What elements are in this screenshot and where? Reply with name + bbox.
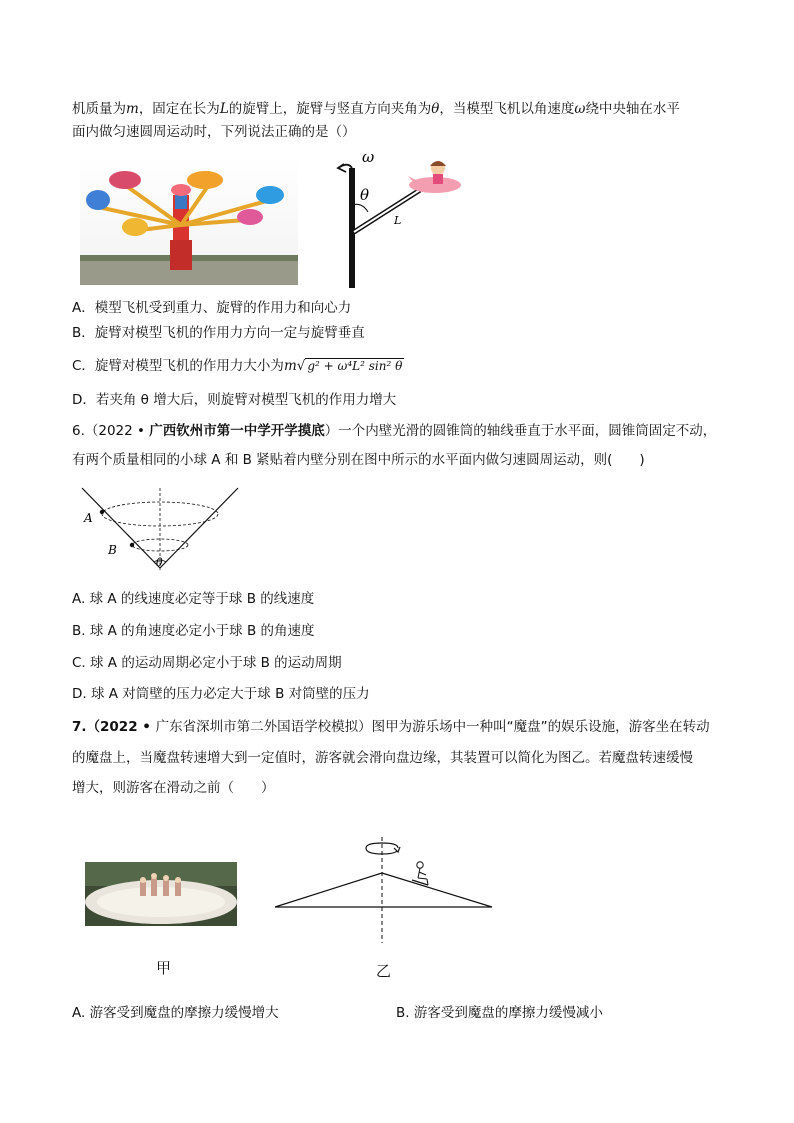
- q7-stem-line2: 的魔盘上，当魔盘转速增大到一定值时，游客就会滑向盘边缘，其装置可以简化为图乙。若魔盘转速缓慢: [72, 750, 693, 766]
- sqrt-symbol: √: [296, 358, 306, 374]
- q6-option-b: B. 球 A 的角速度必定小于球 B 的角速度: [72, 623, 315, 639]
- cone-diagram: [78, 484, 248, 576]
- q7-option-b: B. 游客受到魔盘的摩擦力缓慢减小: [396, 1005, 603, 1021]
- q7-option-a: A. 游客受到魔盘的摩擦力缓慢增大: [72, 1005, 279, 1021]
- caption-jia: 甲: [156, 959, 172, 977]
- disk-diagram: [270, 835, 500, 965]
- q5-option-b: B．旋臂对模型飞机的作用力方向一定与旋臂垂直: [72, 325, 365, 341]
- var-omega: ω: [574, 101, 586, 117]
- ball-B-label: B: [108, 543, 117, 557]
- q5-option-a: A．模型飞机受到重力、旋臂的作用力和向心力: [72, 300, 352, 316]
- arm-diagram: [320, 150, 470, 290]
- ball-A-label: A: [84, 511, 93, 525]
- magic-disk-photo: [85, 862, 237, 926]
- caption-yi: 乙: [376, 962, 392, 980]
- q5-option-c: C．旋臂对模型飞机的作用力大小为m√ g² + ω⁴L² sin² θ: [72, 358, 403, 374]
- cone-theta-label: θ: [156, 556, 163, 569]
- q5-option-d: D．若夹角 θ 增大后，则旋臂对模型飞机的作用力增大: [72, 392, 397, 408]
- formula: g² + ω⁴L² sin² θ: [307, 359, 403, 373]
- var-L: L: [219, 101, 229, 117]
- q6-option-c: C. 球 A 的运动周期必定小于球 B 的运动周期: [72, 655, 342, 671]
- q6-option-d: D. 球 A 对筒壁的压力必定大于球 B 对筒壁的压力: [72, 686, 370, 702]
- q7-stem-line3: 增大，则游客在滑动之前（ ）: [72, 780, 275, 796]
- q5-stem-line2: 面内做匀速圆周运动时，下列说法正确的是（）: [72, 124, 356, 140]
- q6-option-a: A. 球 A 的线速度必定等于球 B 的线速度: [72, 591, 315, 607]
- ride-photo: [80, 155, 298, 285]
- omega-label: ω: [362, 150, 375, 166]
- q6-source: 广西钦州市第一中学开学摸底: [149, 423, 325, 439]
- q7-stem-line1: 7.（2022 • 广东省深圳市第二外国语学校模拟）图甲为游乐场中一种叫“魔盘”的娱乐设施，游客坐在转动: [72, 719, 710, 735]
- theta-label: θ: [360, 186, 370, 204]
- q5-stem-line1: 机质量为m，固定在长为L的旋臂上，旋臂与竖直方向夹角为θ，当模型飞机以角速度ω绕中央轴在水平: [72, 101, 680, 117]
- q7-number: 7.（2022 •: [72, 719, 156, 735]
- var-m: m: [126, 101, 139, 117]
- q6-stem-line1: 6.（2022 • 广西钦州市第一中学开学摸底）一个内壁光滑的圆锥筒的轴线垂直于水平面，圆锥筒固定不动，: [72, 423, 717, 439]
- q6-stem-line2: 有两个质量相同的小球 A 和 B 紧贴着内壁分别在图中所示的水平面内做匀速圆周运动，则( ): [72, 452, 645, 468]
- var-theta: θ: [431, 101, 440, 117]
- L-label: L: [394, 214, 402, 227]
